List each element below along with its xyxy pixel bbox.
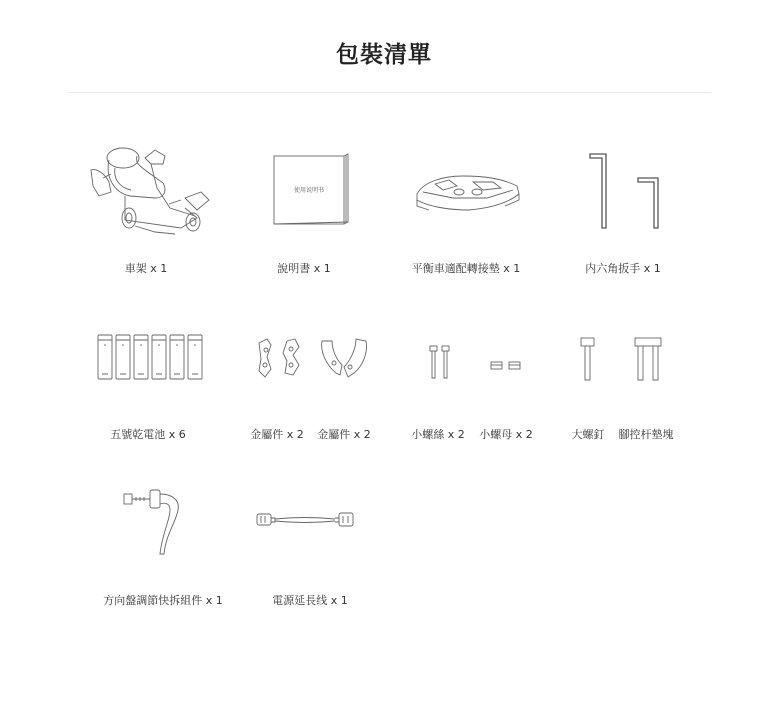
extension-cable-icon (255, 510, 357, 530)
manual-icon (268, 152, 352, 228)
item-label: 内六角扳手 x 1 (585, 262, 661, 275)
item-label: 平衡車適配轉接墊 x 1 (411, 262, 521, 275)
item-label: 小螺絲 x 2 (411, 428, 465, 441)
small-nut-icon (489, 360, 523, 372)
metal-part-b-icon (318, 335, 372, 381)
item-label: 金屬件 x 2 (250, 428, 304, 441)
kart-frame-icon (85, 138, 215, 238)
item-label: 金屬件 x 2 (317, 428, 371, 441)
page-title: 包裝清單 (336, 42, 432, 68)
large-bolt-icon (578, 336, 598, 382)
item-label: 小螺母 x 2 (479, 428, 533, 441)
title-divider (67, 92, 711, 93)
metal-part-a-icon (255, 335, 303, 381)
item-label: 大螺釘 (571, 428, 605, 441)
item-label: 五號乾電池 x 6 (110, 428, 186, 441)
item-label: 方向盤調節快拆組件 x 1 (103, 594, 223, 607)
manual-cover-text: 使用说明书 (293, 187, 325, 194)
adapter-pad-icon (413, 168, 523, 218)
item-label: 車架 x 1 (124, 262, 168, 275)
item-label: 電源延長线 x 1 (272, 594, 348, 607)
hex-wrench-icon (586, 150, 666, 234)
small-screw-icon (427, 344, 453, 380)
item-label: 腳控杆墊塊 (618, 428, 674, 441)
aa-batteries-icon (96, 332, 206, 382)
quick-release-icon (120, 484, 190, 560)
pedal-spacer-icon (633, 336, 663, 382)
item-label: 說明書 x 1 (277, 262, 331, 275)
